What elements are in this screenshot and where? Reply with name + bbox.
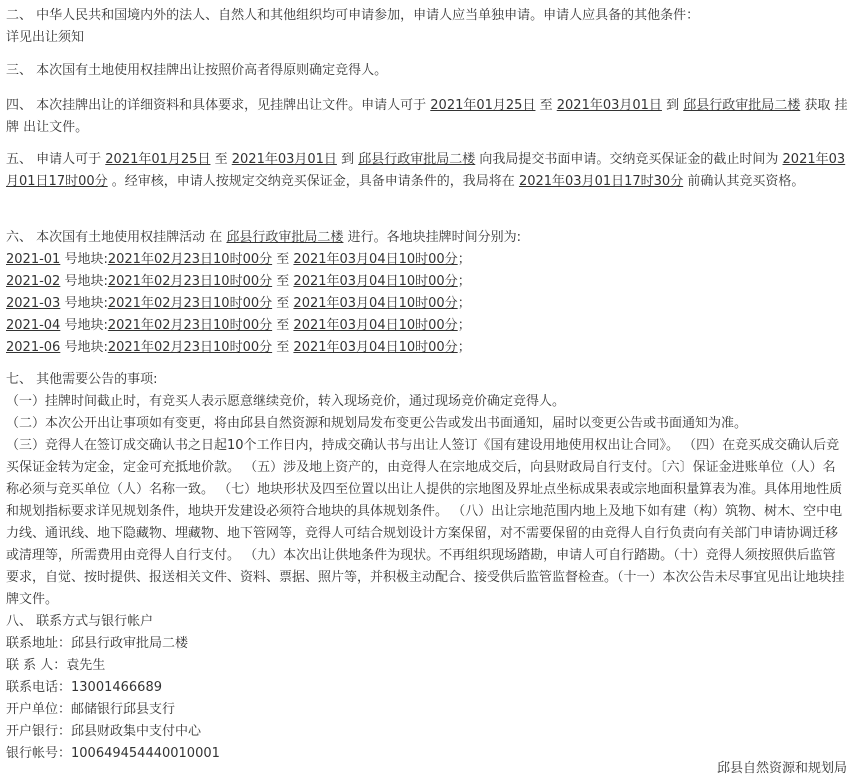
section-5-place: 邱县行政审批局二楼 <box>358 152 476 167</box>
section-4: 四、 本次挂牌出让的详细资料和具体要求，见挂牌出让文件。申请人可于 2021年01月25日 至 2021年03月01日 到 邱县行政审批局二楼 获取 挂牌 出让文件。 <box>6 98 848 135</box>
lot-start: 2021年02月23日10时00分 <box>107 340 273 355</box>
deposit-deadline: 2021年03月01日17时00分 <box>6 152 846 189</box>
lot-start: 2021年02月23日10时00分 <box>107 274 273 289</box>
section-2 <box>6 5 848 49</box>
section-8 <box>6 611 848 765</box>
section-2-text: 二、 中华人民共和国境内外的法人、自然人和其他组织均可申请参加，申请人应当单独申请。申请人应具备的其他条件： <box>6 8 700 23</box>
section-6-place: 邱县行政审批局二楼 <box>226 230 344 245</box>
section-5-end-date: 2021年03月01日 <box>231 152 337 167</box>
lot-row: 2021-03 号地块:2021年02月23日10时00分 至 2021年03月04日10时00分； <box>6 296 471 311</box>
lot-row: 2021-01 号地块:2021年02月23日10时00分 至 2021年03月04日10时00分； <box>6 252 471 267</box>
section-5-start-date: 2021年01月25日 <box>105 152 211 167</box>
section-6 <box>6 227 848 359</box>
section-7-title: 七、 其他需要公告的事项: <box>6 372 158 387</box>
lot-row: 2021-02 号地块:2021年02月23日10时00分 至 2021年03月04日10时00分； <box>6 274 471 289</box>
contact-person: 联 系 人：袁先生 <box>6 658 106 673</box>
lot-id: 2021-04 <box>6 318 61 333</box>
lot-id: 2021-06 <box>6 340 61 355</box>
lot-row: 2021-06 号地块:2021年02月23日10时00分 至 2021年03月04日10时00分； <box>6 340 471 355</box>
section-7-item-1: （一）挂牌时间截止时，有竞买人表示愿意继续竞价，转入现场竞价，通过现场竞价确定竞得人。 <box>6 394 566 409</box>
section-7-item-3: （三）竞得人在签订成交确认书之日起10个工作日内，持成交确认书与出让人签订《国有建设用地使用权出让合同》。 （四）在竞买成交确认后竞买保证金转为定金，定金可充抵地价款。 （五）涉及地上资产的，由竞得人在宗地成交后，向县财政局自行支付。〔六〕保证金进账单位（人）名称必须与竞买单位（人）名称一致。 （七）地块形状及四至位置以出让人提供的宗地图及界址点坐标成果表或宗地面积量算表为准。具体用地性质和规划指标要求详见规划条件，地块开发建设必须符合地块的具体规划条件。 （八）出让宗地范围内地上及地下如有建（构）筑物、树木、空中电力线、通讯线、地下隐藏物、埋藏物、地下管网等，竞得人可结合规划设计方案保留，对不需要保留的由竞得人自行负责向有关部门申请协调迁移或清理等，所需费用由竞得人自行支付。 （九）本次出让供地条件为现状。不再组织现场踏勘，申请人可自行踏勘。（十）竞得人须按照供后监管要求，自觉、按时提供、报送相关文件、资料、票据、照片等，并积极主动配合、接受供后监管监督检查。（十一）本次公告未尽事宜见出让地块挂牌文件。 <box>6 438 845 607</box>
account-bank: 开户银行：邱县财政集中支付中心 <box>6 724 202 739</box>
lot-end: 2021年03月04日10时00分 <box>293 252 458 267</box>
section-4-start-date: 2021年01月25日 <box>430 98 536 113</box>
lot-id: 2021-01 <box>6 252 61 267</box>
lot-end: 2021年03月04日10时00分 <box>293 318 458 333</box>
section-8-title: 八、 联系方式与银行帐户 <box>6 614 154 629</box>
lot-id: 2021-03 <box>6 296 61 311</box>
account-number: 银行帐号：100649454440010001 <box>6 746 220 761</box>
section-5: 五、 申请人可于 2021年01月25日 至 2021年03月01日 到 邱县行政审批局二楼 向我局提交书面申请。交纳竞买保证金的截止时间为 2021年03月01日17时00分 。经审核，申请人按规定交纳竞买保证金，具备申请条件的，我局将在 2021年03月01日17时30分 前确认其竞买资格。 <box>6 152 846 189</box>
section-7 <box>6 369 848 611</box>
section-2-detail: 详见出让须知 <box>6 30 85 45</box>
section-7-item-2: （二）本次公开出让事项如有变更，将由邱县自然资源和规划局发布变更公告或发出书面通知，届时以变更公告或书面通知为准。 <box>6 416 748 431</box>
section-6-intro: 六、 本次国有土地使用权挂牌活动 在 邱县行政审批局二楼 进行。各地块挂牌时间分别为: <box>6 230 521 245</box>
lot-end: 2021年03月04日10时00分 <box>293 296 458 311</box>
lot-start: 2021年02月23日10时00分 <box>107 318 273 333</box>
section-4-place: 邱县行政审批局二楼 <box>683 98 801 113</box>
contact-address: 联系地址：邱县行政审批局二楼 <box>6 636 189 651</box>
section-4-end-date: 2021年03月01日 <box>556 98 662 113</box>
confirm-time: 2021年03月01日17时30分 <box>518 174 684 189</box>
lot-row: 2021-04 号地块:2021年02月23日10时00分 至 2021年03月04日10时00分； <box>6 318 471 333</box>
signature: 邱县自然资源和规划局 <box>716 761 847 776</box>
lot-end: 2021年03月04日10时00分 <box>293 340 458 355</box>
lot-start: 2021年02月23日10时00分 <box>107 252 273 267</box>
contact-phone: 联系电话：13001466689 <box>6 680 162 695</box>
lot-start: 2021年02月23日10时00分 <box>107 296 273 311</box>
lot-end: 2021年03月04日10时00分 <box>293 274 458 289</box>
lot-id: 2021-02 <box>6 274 61 289</box>
account-unit: 开户单位：邮储银行邱县支行 <box>6 702 176 717</box>
section-3: 三、 本次国有土地使用权挂牌出让按照价高者得原则确定竞得人。 <box>6 63 388 78</box>
